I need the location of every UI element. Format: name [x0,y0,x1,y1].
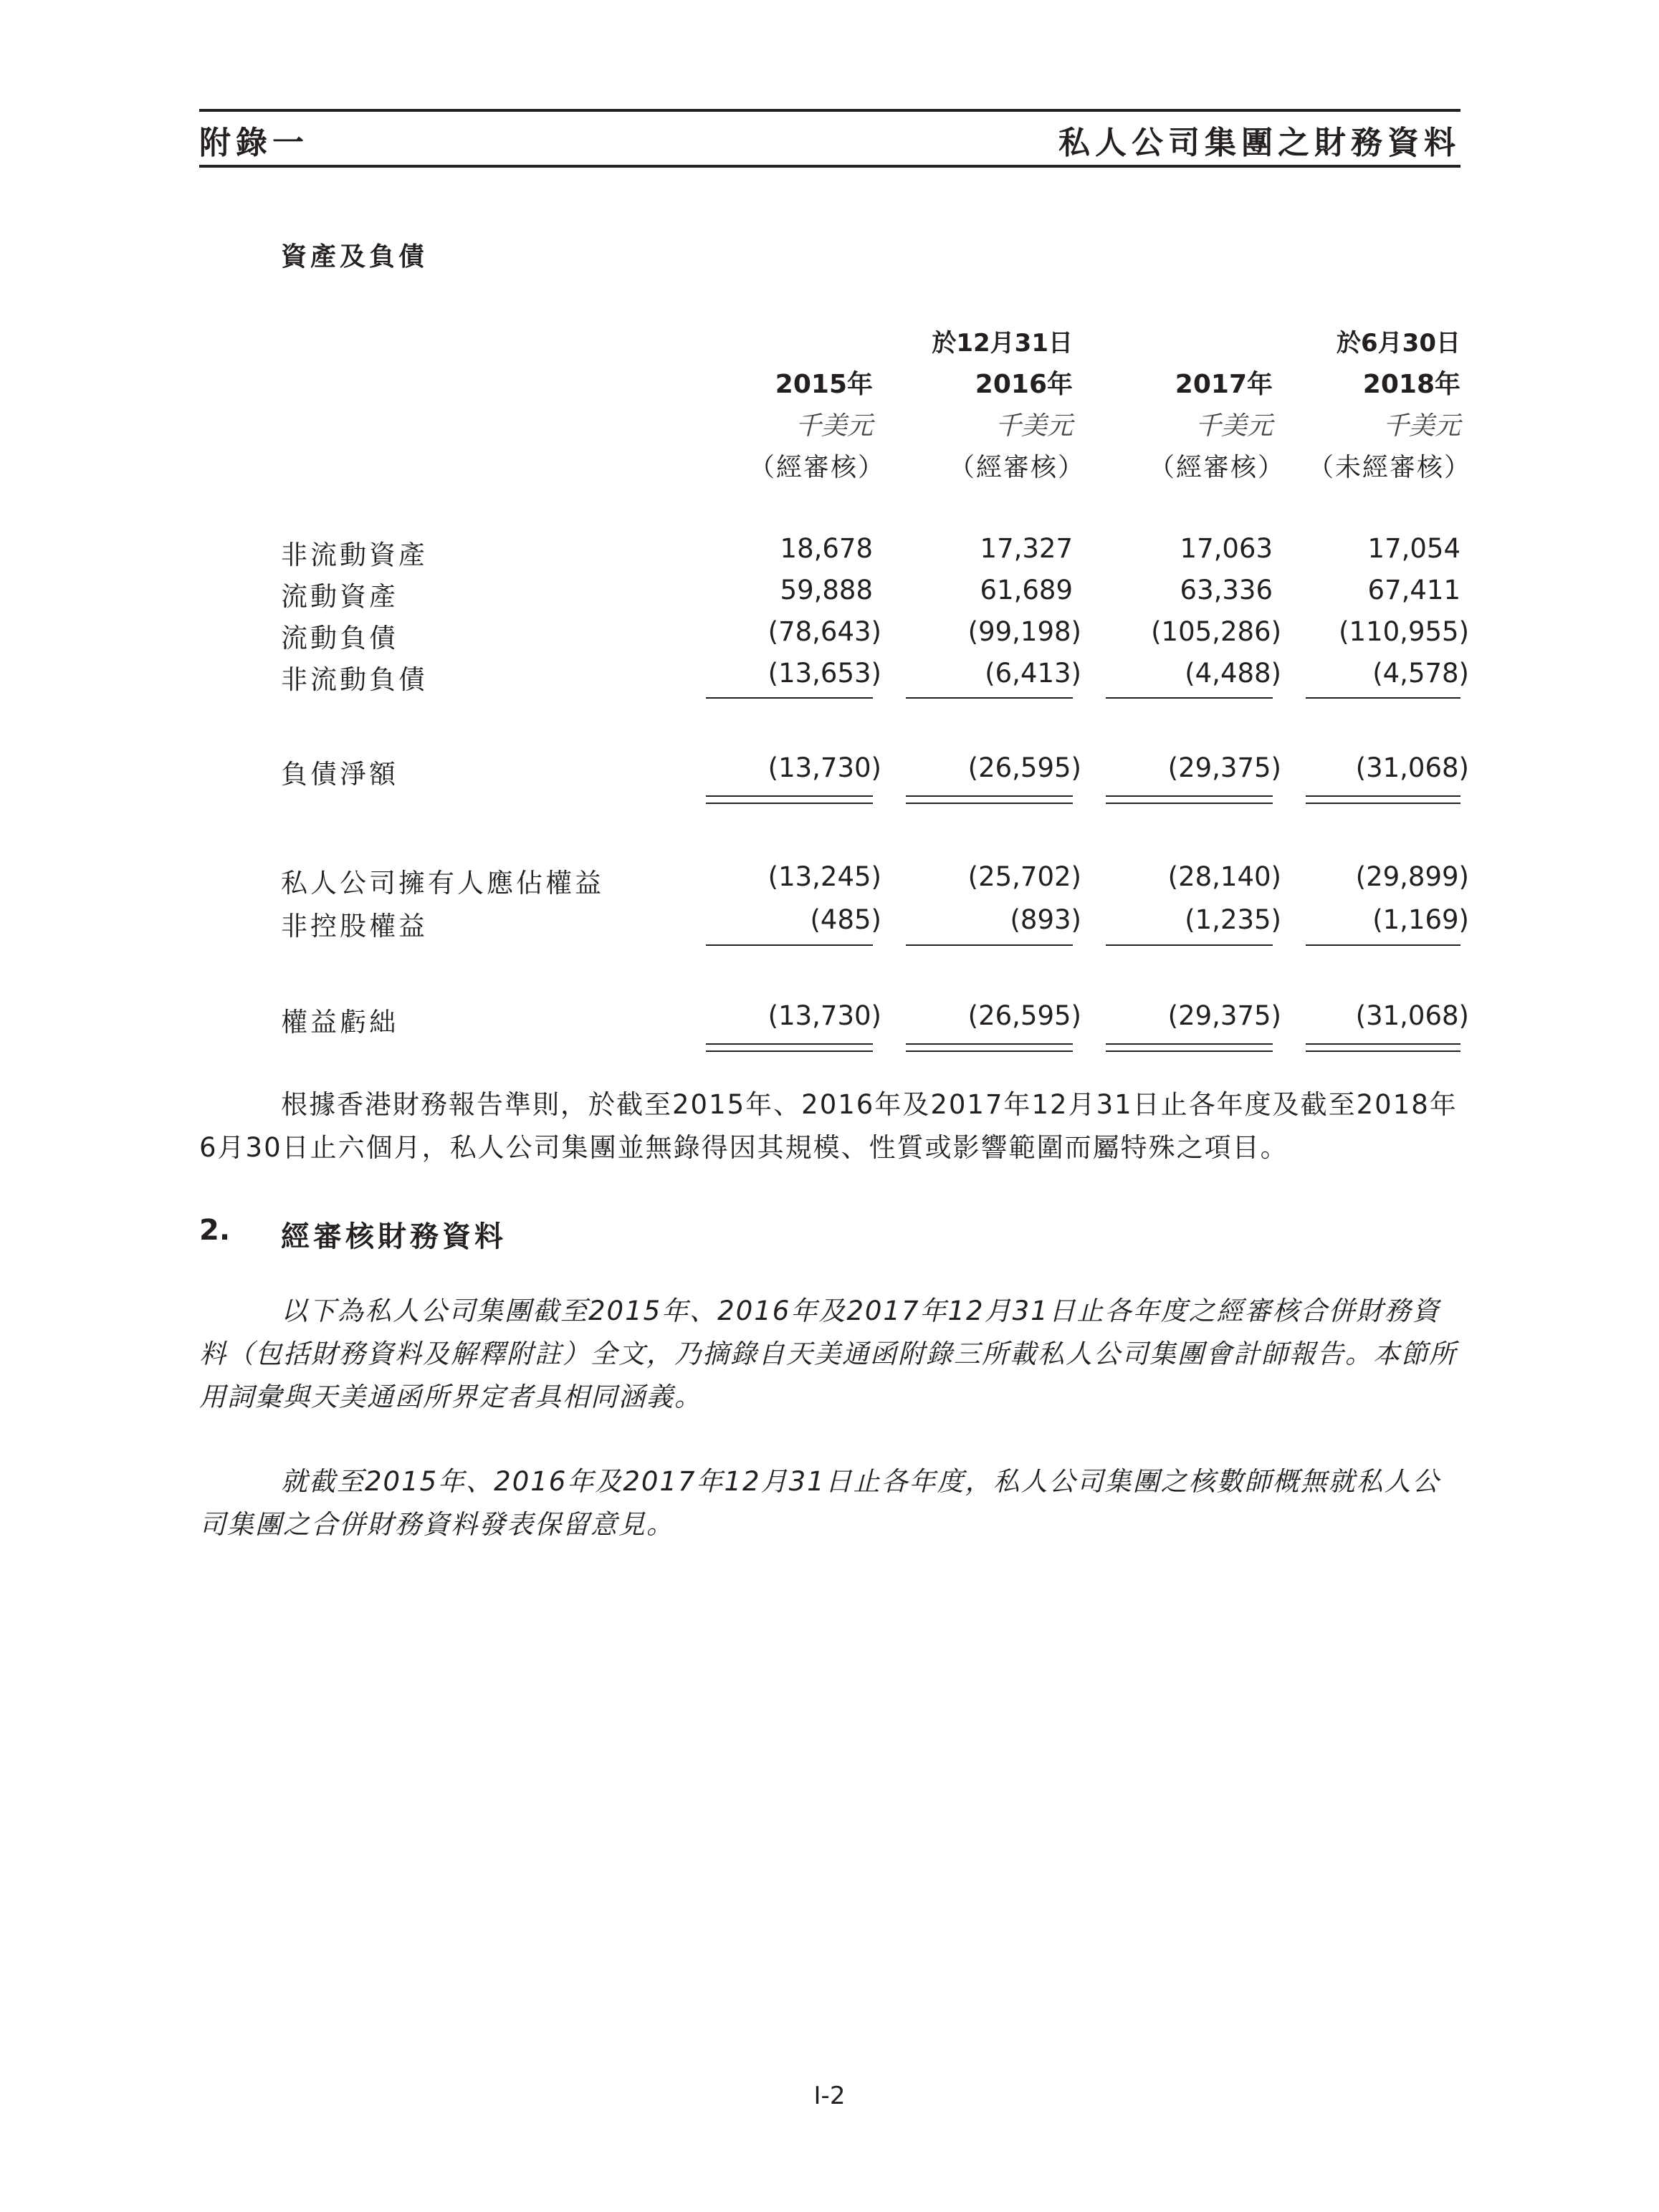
unit-2015: 千美元 [795,411,873,441]
value-capital-deficiency-2015: (13,730) [768,1000,881,1031]
section-2-title: 經審核財務資料 [281,1220,507,1253]
value-non-current-assets-2016: 17,327 [980,533,1073,564]
value-non-current-assets-2017: 17,063 [1180,533,1273,564]
paragraph-audited-info: 以下為私人公司集團截至2015年、2016年及2017年12月31日止各年度之經審核合併財務資料（包括財務資料及解釋附註）全文，乃摘錄自天美通函附錄三所載私人公司集團會計師報告。本節所用詞彙與天美通函所界定者具相同涵義。 [199,1296,1457,1412]
equity-underline-2018 [1306,944,1460,946]
section-2-number: 2. [199,1214,231,1247]
row-label-current-liabilities: 流動負債 [281,623,398,653]
subtotal-underline-2017 [1106,697,1273,699]
deficiency-double-underline-top-2015 [706,1043,873,1045]
period-header-december: 於12月31日 [932,329,1073,358]
deficiency-double-underline-bottom-2018 [1306,1050,1460,1052]
value-nci-2018: (1,169) [1372,904,1469,935]
value-nci-2017: (1,235) [1185,904,1281,935]
value-non-current-liabilities-2018: (4,578) [1372,658,1469,689]
paragraph-exceptional-items: 根據香港財務報告準則，於截至2015年、2016年及2017年12月31日止各年度及截至2018年6月30日止六個月，私人公司集團並無錄得因其規模、性質或影響範圍而屬特殊之項目。 [199,1089,1458,1163]
deficiency-double-underline-top-2018 [1306,1043,1460,1045]
value-nci-2015: (485) [810,904,881,935]
deficiency-double-underline-top-2016 [906,1043,1073,1045]
value-current-assets-2018: 67,411 [1367,575,1460,605]
page-number: I-2 [813,2082,846,2110]
value-current-liabilities-2016: (99,198) [967,616,1081,647]
value-non-current-assets-2018: 17,054 [1367,533,1460,564]
header-bottom-rule [199,165,1460,168]
row-label-non-current-liabilities: 非流動負債 [281,664,428,695]
audit-status-2017: （經審核） [1148,453,1285,482]
value-net-liabilities-2018: (31,068) [1355,752,1469,783]
subtotal-underline-2018 [1306,697,1460,699]
value-non-current-liabilities-2017: (4,488) [1185,658,1281,689]
page-title: 私人公司集團之財務資料 [1058,125,1460,161]
value-owner-equity-2015: (13,245) [768,861,881,892]
year-2018: 2018年 [1362,370,1460,399]
equity-underline-2016 [906,944,1073,946]
row-label-capital-deficiency: 權益虧絀 [281,1007,398,1038]
value-current-assets-2015: 59,888 [780,575,873,605]
value-net-liabilities-2017: (29,375) [1167,752,1281,783]
audit-status-2016: （經審核） [948,453,1085,482]
subtotal-underline-2016 [906,697,1073,699]
value-non-current-assets-2015: 18,678 [780,533,873,564]
year-2016: 2016年 [975,370,1073,399]
value-non-current-liabilities-2016: (6,413) [985,658,1081,689]
deficiency-double-underline-bottom-2015 [706,1050,873,1052]
value-current-liabilities-2018: (110,955) [1339,616,1469,647]
row-label-current-assets: 流動資產 [281,581,398,612]
header-top-rule [199,109,1460,112]
total-double-underline-top-2017 [1106,795,1273,797]
row-label-net-liabilities: 負債淨額 [281,759,398,790]
unit-2018: 千美元 [1382,411,1460,441]
total-double-underline-bottom-2015 [706,803,873,804]
section-title: 資產及負債 [281,242,429,272]
total-double-underline-top-2018 [1306,795,1460,797]
unit-2017: 千美元 [1195,411,1273,441]
value-owner-equity-2017: (28,140) [1167,861,1281,892]
value-current-liabilities-2017: (105,286) [1151,616,1281,647]
value-nci-2016: (893) [1010,904,1081,935]
value-owner-equity-2016: (25,702) [967,861,1081,892]
value-owner-equity-2018: (29,899) [1355,861,1469,892]
total-double-underline-top-2015 [706,795,873,797]
audit-status-2015: （經審核） [748,453,885,482]
deficiency-double-underline-bottom-2017 [1106,1050,1273,1052]
value-current-assets-2016: 61,689 [980,575,1073,605]
period-header-june: 於6月30日 [1337,329,1460,358]
equity-underline-2017 [1106,944,1273,946]
subtotal-underline-2015 [706,697,873,699]
row-label-owner-equity: 私人公司擁有人應佔權益 [281,868,604,899]
year-2015: 2015年 [775,370,873,399]
value-capital-deficiency-2018: (31,068) [1355,1000,1469,1031]
audit-status-2018: （未經審核） [1307,453,1471,482]
value-net-liabilities-2015: (13,730) [768,752,881,783]
value-current-liabilities-2015: (78,643) [768,616,881,647]
row-label-non-controlling-interests: 非控股權益 [281,911,428,942]
equity-underline-2015 [706,944,873,946]
unit-2016: 千美元 [995,411,1073,441]
value-current-assets-2017: 63,336 [1180,575,1273,605]
value-capital-deficiency-2017: (29,375) [1167,1000,1281,1031]
value-non-current-liabilities-2015: (13,653) [768,658,881,689]
year-2017: 2017年 [1175,370,1273,399]
value-net-liabilities-2016: (26,595) [967,752,1081,783]
total-double-underline-top-2016 [906,795,1073,797]
total-double-underline-bottom-2016 [906,803,1073,804]
appendix-label: 附錄一 [199,125,309,161]
total-double-underline-bottom-2017 [1106,803,1273,804]
deficiency-double-underline-top-2017 [1106,1043,1273,1045]
deficiency-double-underline-bottom-2016 [906,1050,1073,1052]
total-double-underline-bottom-2018 [1306,803,1460,804]
row-label-non-current-assets: 非流動資產 [281,540,428,570]
value-capital-deficiency-2016: (26,595) [967,1000,1081,1031]
paragraph-auditor-opinion: 就截至2015年、2016年及2017年12月31日止各年度，私人公司集團之核數師概無就私人公司集團之合併財務資料發表保留意見。 [199,1466,1440,1540]
